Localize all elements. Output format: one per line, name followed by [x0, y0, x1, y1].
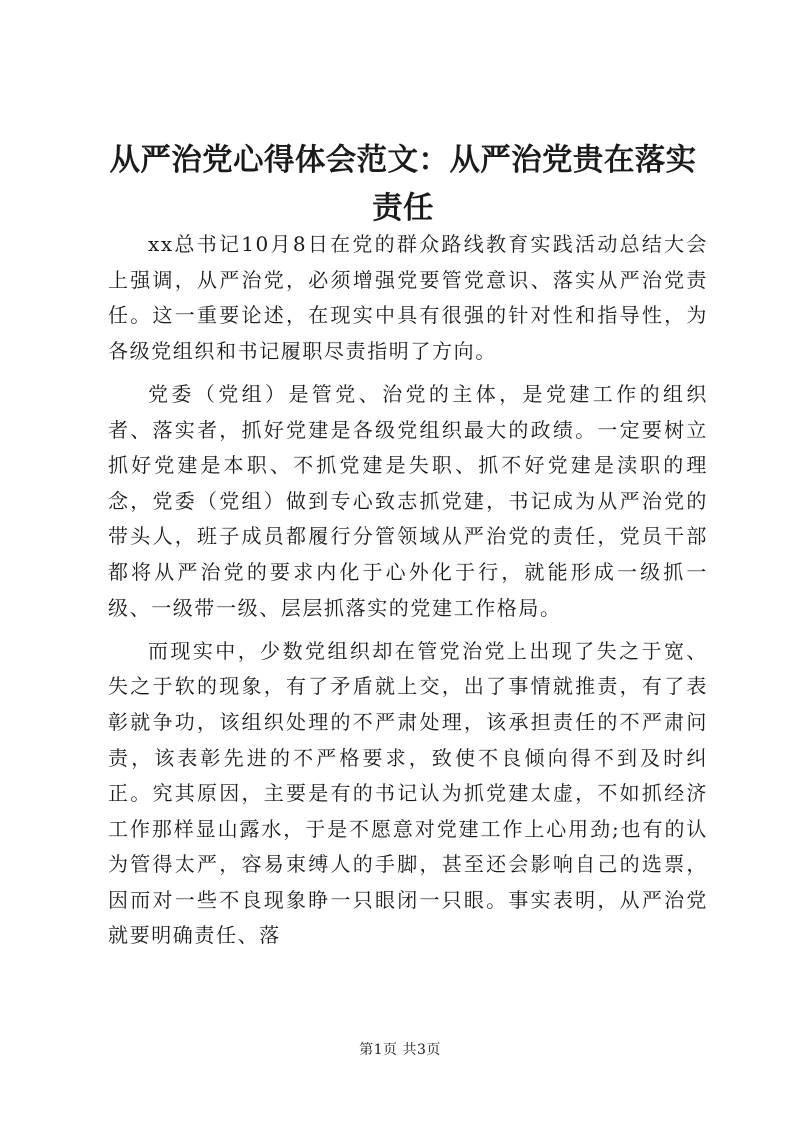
paragraph-1: xx总书记10月8日在党的群众路线教育实践活动总结大会上强调，从严治党，必须增强党要管党意识、落实从严治党责任。这一重要论述，在现实中具有很强的针对性和指导性，为各级党组织和书记履职尽责指明了方向。 — [108, 232, 708, 363]
page-number-footer: 第1页 共3页 — [359, 1042, 441, 1058]
paragraph-2: 党委（党组）是管党、治党的主体，是党建工作的组织者、落实者，抓好党建是各级党组织最大的政绩。一定要树立抓好党建是本职、不抓党建是失职、抓不好党建是渎职的理念，党委（党组）做到专心致志抓党建，书记成为从严治党的带头人，班子成员都履行分管领域从严治党的责任，党员干部都将从严治党的要求内化于心外化于行，就能形成一级抓一级、一级带一级、层层抓落实的党建工作格局。 — [108, 381, 708, 620]
paragraph-3: 而现实中，少数党组织却在管党治党上出现了失之于宽、失之于软的现象，有了矛盾就上交，出了事情就推责，有了表彰就争功，该组织处理的不严肃处理，该承担责任的不严肃问责，该表彰先进的不严格要求，致使不良倾向得不到及时纠正。究其原因，主要是有的书记认为抓党建太虚，不如抓经济工作那样显山露水，于是不愿意对党建工作上心用劲;也有的认为管得太严，容易束缚人的手脚，甚至还会影响自己的选票，因而对一些不良现象睁一只眼闭一只眼。事实表明，从严治党就要明确责任、落 — [108, 638, 708, 948]
document-body — [108, 227, 708, 954]
document-title: 从严治党心得体会范文：从严治党贵在落实责任 — [109, 142, 697, 226]
